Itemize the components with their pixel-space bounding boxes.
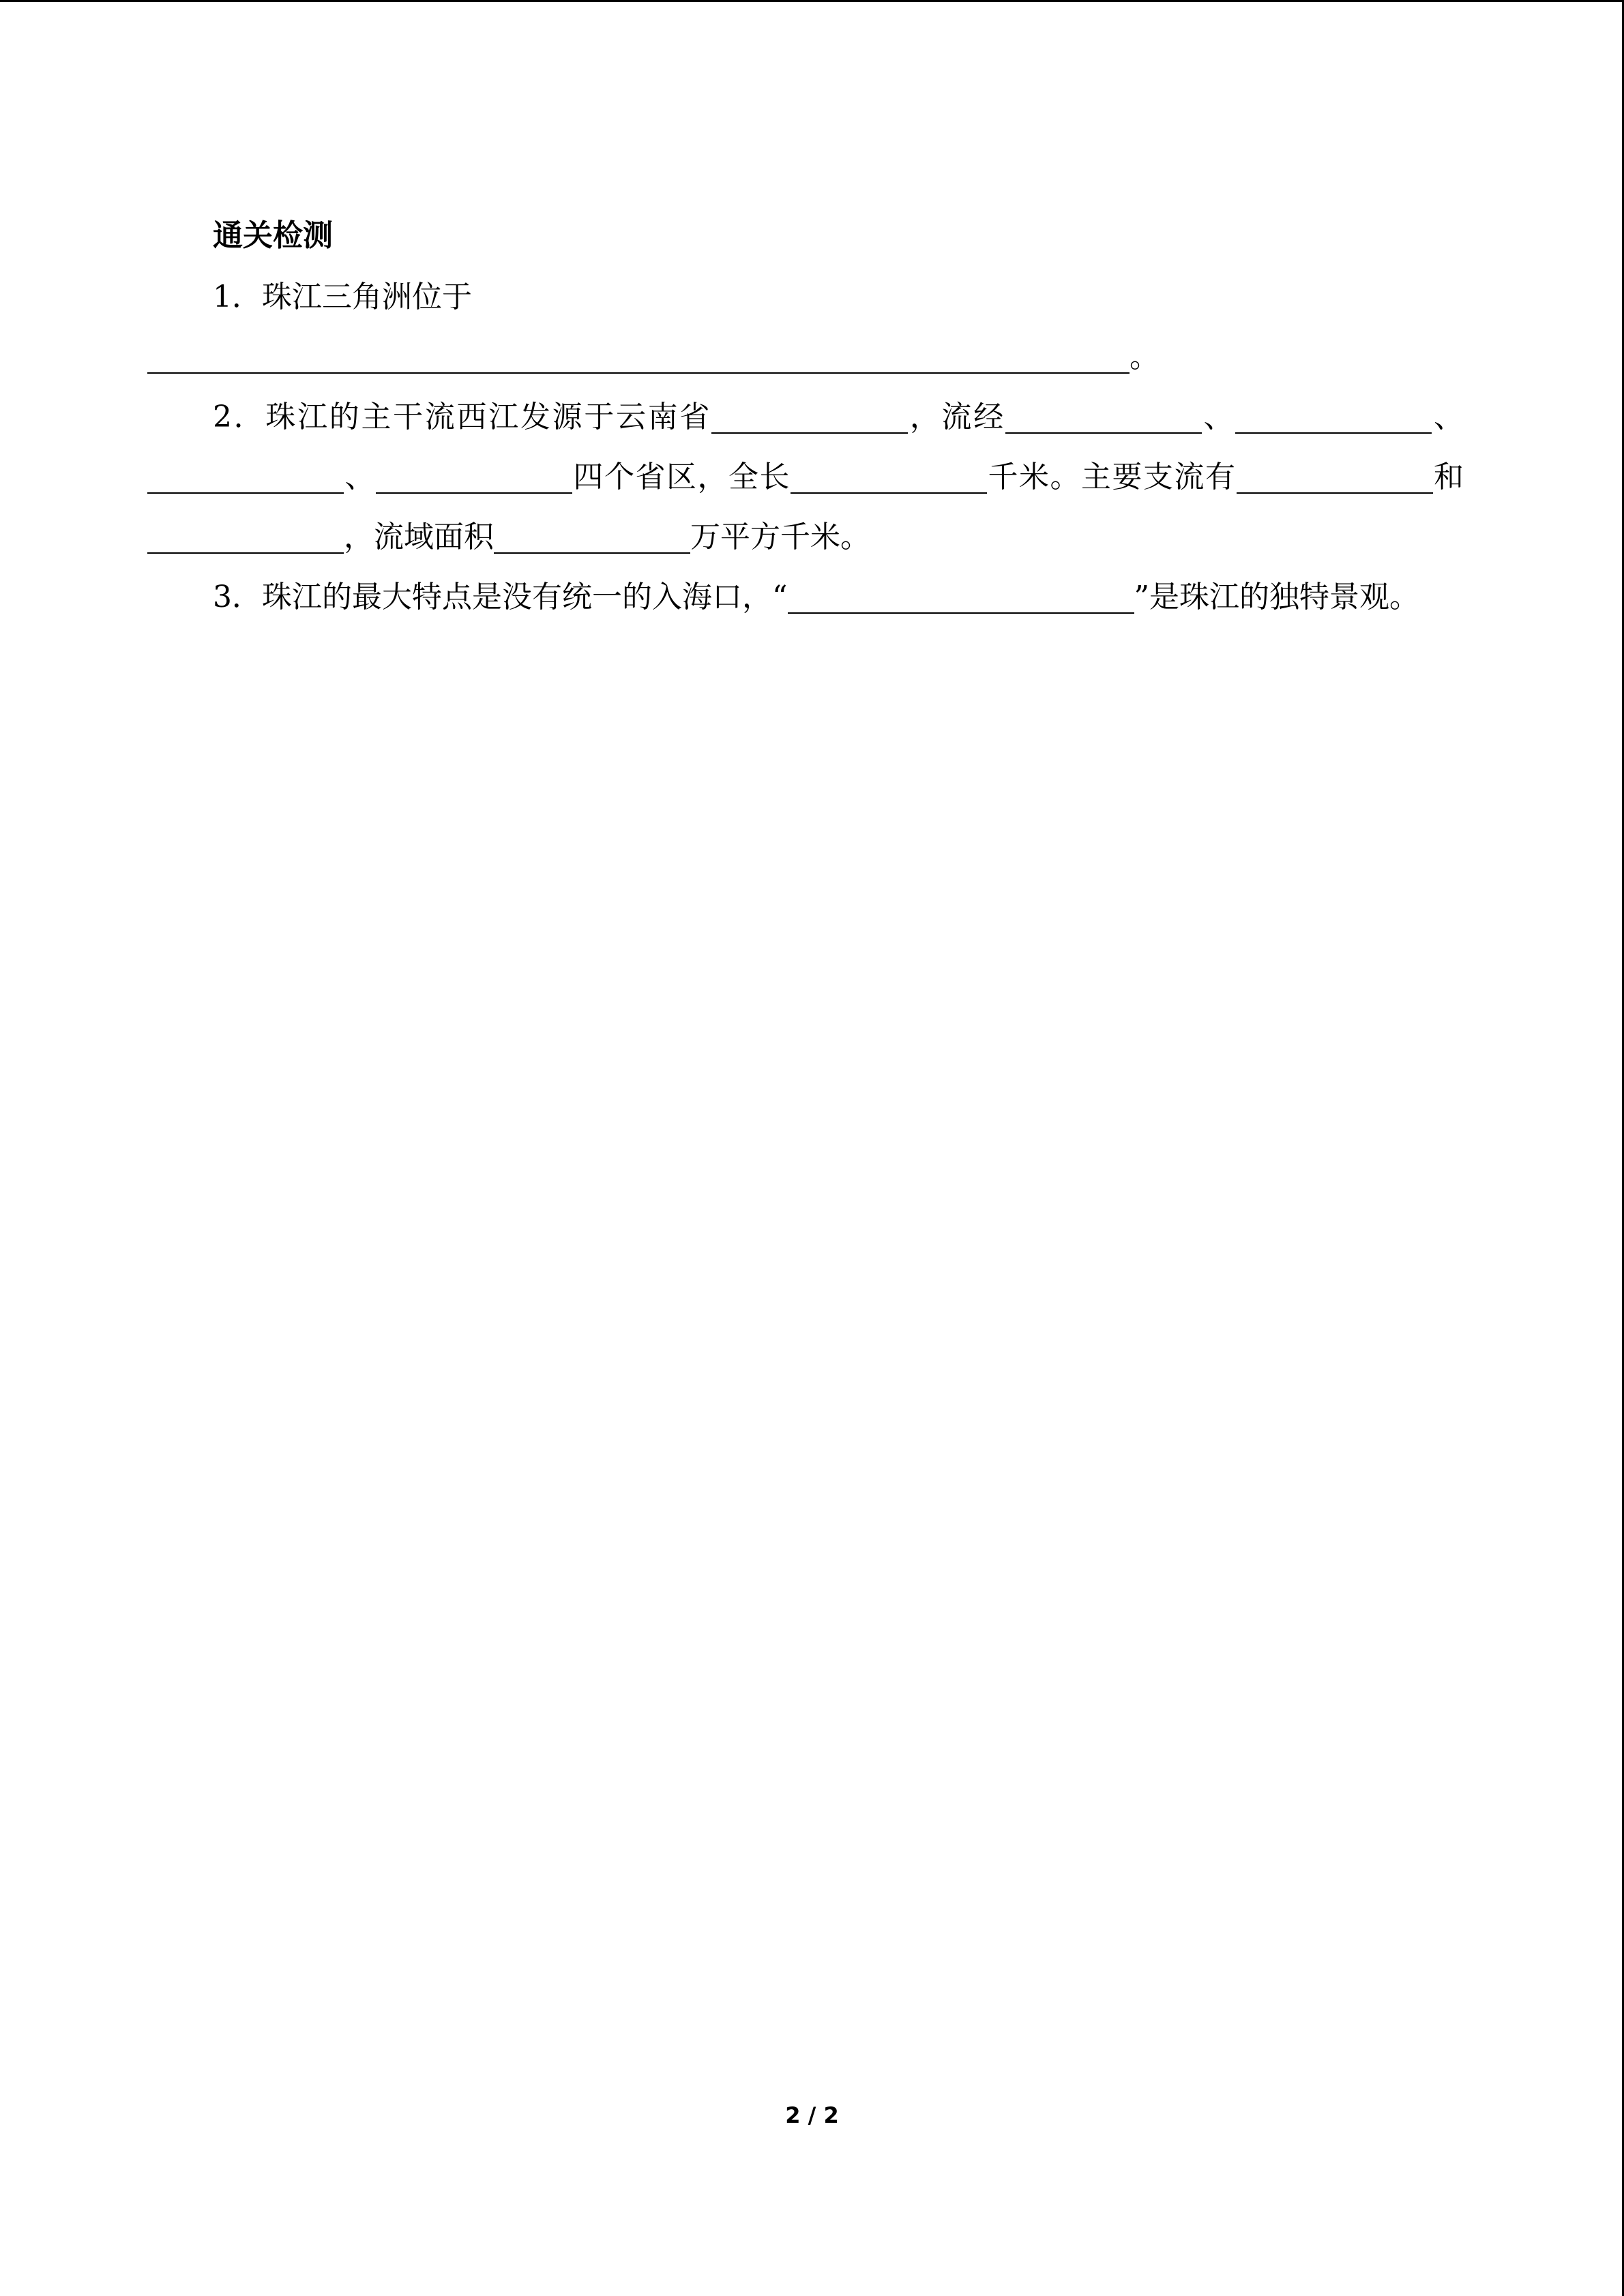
page-number: 2 / 2 <box>785 2102 839 2128</box>
question-3-part2: ”是珠江的独特景观。 <box>1134 580 1419 614</box>
question-2-part1: 2．珠江的主干流西江发源于云南省 <box>213 400 712 434</box>
question-2-sep3: 、 <box>344 460 376 494</box>
question-1-answer-line <box>147 327 1464 387</box>
answer-blank[interactable] <box>711 398 908 434</box>
page-top-border <box>0 0 1624 2</box>
answer-blank[interactable] <box>147 518 344 554</box>
question-2-part7: 万平方千米。 <box>690 520 870 554</box>
answer-blank[interactable] <box>1005 398 1202 434</box>
question-2-part2: ，流经 <box>908 400 1005 434</box>
answer-blank[interactable] <box>147 458 344 494</box>
answer-blank[interactable] <box>791 458 987 494</box>
question-2-part3: 四个省区，全长 <box>572 460 791 494</box>
question-1-text: 1．珠江三角洲位于 <box>213 280 472 314</box>
question-2-part4: 千米。主要支流有 <box>987 460 1237 494</box>
answer-blank[interactable] <box>1237 458 1433 494</box>
question-2-sep2: 、 <box>1432 400 1464 434</box>
question-2-part5: 和 <box>1432 460 1464 494</box>
question-3 <box>147 567 1464 627</box>
question-2-part6: ，流域面积 <box>344 520 494 554</box>
question-1 <box>147 267 1464 387</box>
answer-blank[interactable] <box>376 458 572 494</box>
question-3-part1: 3．珠江的最大特点是没有统一的入海口，“ <box>213 580 788 614</box>
question-2-sep1: 、 <box>1201 400 1236 434</box>
answer-blank[interactable] <box>494 518 690 554</box>
worksheet-content <box>147 205 1464 627</box>
section-title: 通关检测 <box>213 218 333 253</box>
question-2 <box>147 387 1464 567</box>
answer-blank[interactable] <box>1235 398 1432 434</box>
question-1-end: 。 <box>1130 340 1160 374</box>
answer-blank[interactable] <box>788 578 1134 614</box>
answer-blank[interactable] <box>147 338 1130 374</box>
